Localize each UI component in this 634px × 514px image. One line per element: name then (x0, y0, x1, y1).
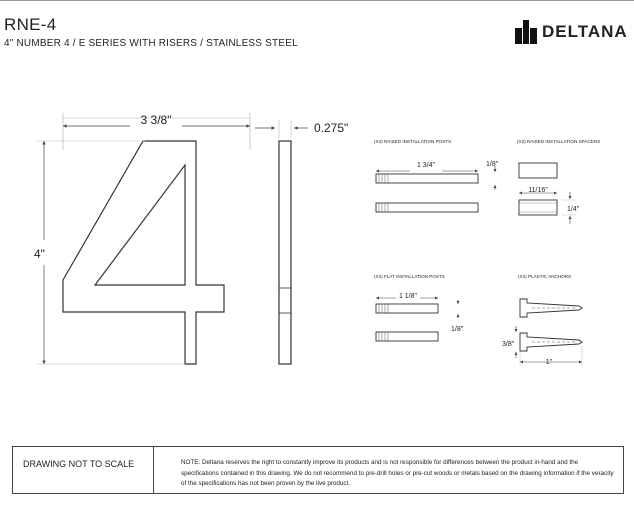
width-dimension-label: 3 3/8" (140, 113, 172, 127)
raised-posts-heading: (X2) RAISED INSTALLATION POSTS (374, 139, 452, 144)
raised-posts-detail (374, 139, 499, 212)
raised-posts-diameter-label: 1/8" (486, 161, 499, 168)
disclaimer-note: NOTE: Deltana reserves the right to constantly improve its products and is not responsible for differences between the product in-hand and the specifications contained in this drawing. We do not recommend to pre-drill holes or pre-cut woods or metals based on the drawing information if the veracity of the specifications has not been proven by the live product. (181, 459, 614, 487)
side-profile-view (255, 120, 348, 364)
width-dimension (63, 113, 250, 150)
number-four-front-view (63, 141, 224, 364)
raised-spacers-detail (517, 139, 600, 224)
flat-posts-diameter-label: 1/8" (451, 326, 464, 333)
brand-name: DELTANA (542, 22, 628, 41)
raised-spacers-heading: (X2) RAISED INSTALLATION SPACERS (517, 139, 601, 144)
raised-posts-length-label: 1 3/4" (416, 162, 436, 169)
footer-note-box (12, 446, 624, 494)
plastic-anchors-length-label: 1" (545, 359, 553, 366)
flat-posts-heading: (X2) FLAT INSTALLATION POSTS (374, 274, 445, 279)
plastic-anchors-heading: (X2) PLASTIC ANCHORS (518, 274, 572, 279)
thickness-dimension-label: 0.275" (314, 121, 349, 135)
raised-spacers-diameter-label: 1/4" (567, 206, 580, 213)
page-title: RNE-4 (4, 15, 57, 34)
flat-posts-length-label: 1 1/8" (398, 293, 418, 300)
plastic-anchors-detail (502, 274, 582, 366)
flat-posts-detail (374, 274, 464, 341)
page-subtitle: 4" NUMBER 4 / E SERIES WITH RISERS / STAINLESS STEEL (4, 38, 298, 49)
scale-note: DRAWING NOT TO SCALE (13, 447, 154, 493)
plastic-anchors-diameter-label: 3/8" (502, 341, 515, 348)
raised-spacers-length-label: 11/16" (528, 187, 548, 194)
height-dimension (34, 141, 185, 364)
height-dimension-label: 4" (34, 247, 45, 261)
